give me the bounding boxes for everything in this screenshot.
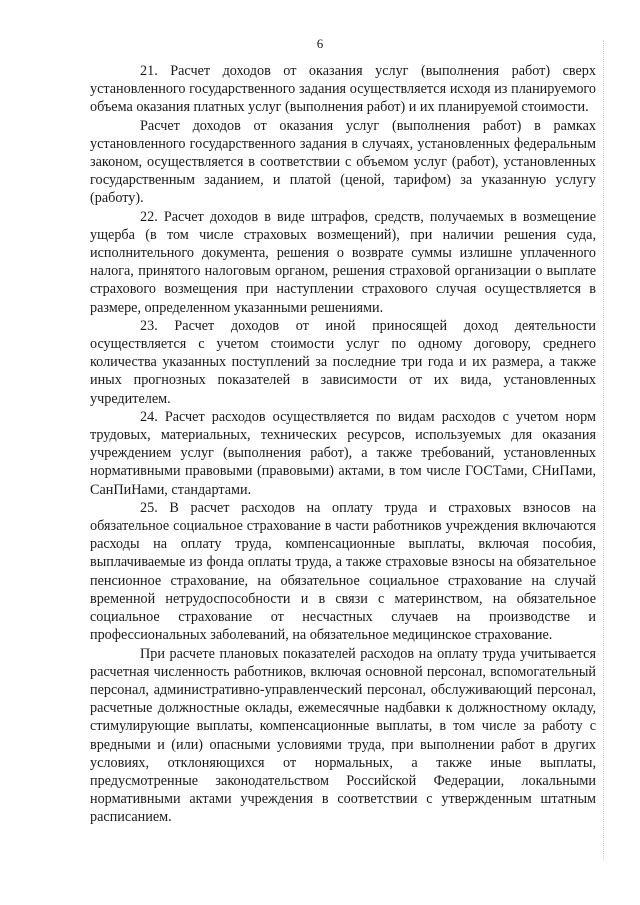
paragraph-25: 25. В расчет расходов на оплату труда и страховых взносов на обязательное социальное страхование в части работников учреждения включаются расходы на оплату труда, компенсационные выплаты, включая пособия, выплачиваемые из фонда оплаты труда, а также страховые взносы на обязательное пенсионное страхование, на обязательное социальное страхование на случай временной нетрудоспособности и в связи с материнством, на обязательное социальное страхование от несчастных случаев на производстве и профессиональных заболеваний, на обязательное медицинское страхование. — [90, 499, 596, 644]
paragraph-24: 24. Расчет расходов осуществляется по видам расходов с учетом норм трудовых, материальных, технических ресурсов, используемых для оказания учреждением услуг (выполнения работ), а также требований, установленных нормативными правовыми (правовыми) актами, в том числе ГОСТами, СНиПами, СанПиНами, стандартами. — [90, 408, 596, 498]
paragraph-22: 22. Расчет доходов в виде штрафов, средств, получаемых в возмещение ущерба (в том числе страховых возмещений), при наличии решения суда, исполнительного документа, решения о возврате суммы излишне уплаченного налога, принятого налоговым органом, решения страховой организации о выплате страхового возмещения при наступлении страхового случая осуществляется в размере, определенном указанными решениями. — [90, 208, 596, 316]
paragraph-23: 23. Расчет доходов от иной приносящей доход деятельности осуществляется с учетом стоимости услуг по одному договору, среднего количества указанных поступлений за последние три года и их размера, а также иных прогнозных показателей в зависимости от их вида, установленных учредителем. — [90, 317, 596, 407]
document-body — [90, 62, 596, 827]
scan-edge-line — [602, 40, 604, 860]
page-number: 6 — [316, 36, 324, 51]
paragraph-25-continued: При расчете плановых показателей расходов на оплату труда учитывается расчетная численность работников, включая основной персонал, вспомогательный персонал, административно-управленческий персонал, обслуживающий персонал, расчетные должностные оклады, ежемесячные надбавки к должностному окладу, стимулирующие выплаты, компенсационные выплаты, в том числе за работу с вредными и (или) опасными условиями труда, при выполнении работ в других условиях, отклоняющихся от нормальных, а также иные выплаты, предусмотренные законодательством Российской Федерации, локальными нормативными актами учреждения в соответствии с утвержденным штатным расписанием. — [90, 645, 596, 826]
paragraph-21-continued: Расчет доходов от оказания услуг (выполнения работ) в рамках установленного государственного задания в случаях, установленных федеральным законом, осуществляется в соответствии с объемом услуг (работ), установленных государственным заданием, и платой (ценой, тарифом) за указанную услугу (работу). — [90, 117, 596, 207]
paragraph-21: 21. Расчет доходов от оказания услуг (выполнения работ) сверх установленного государственного задания осуществляется исходя из планируемого объема оказания платных услуг (выполнения работ) и их планируемой стоимости. — [90, 63, 596, 116]
